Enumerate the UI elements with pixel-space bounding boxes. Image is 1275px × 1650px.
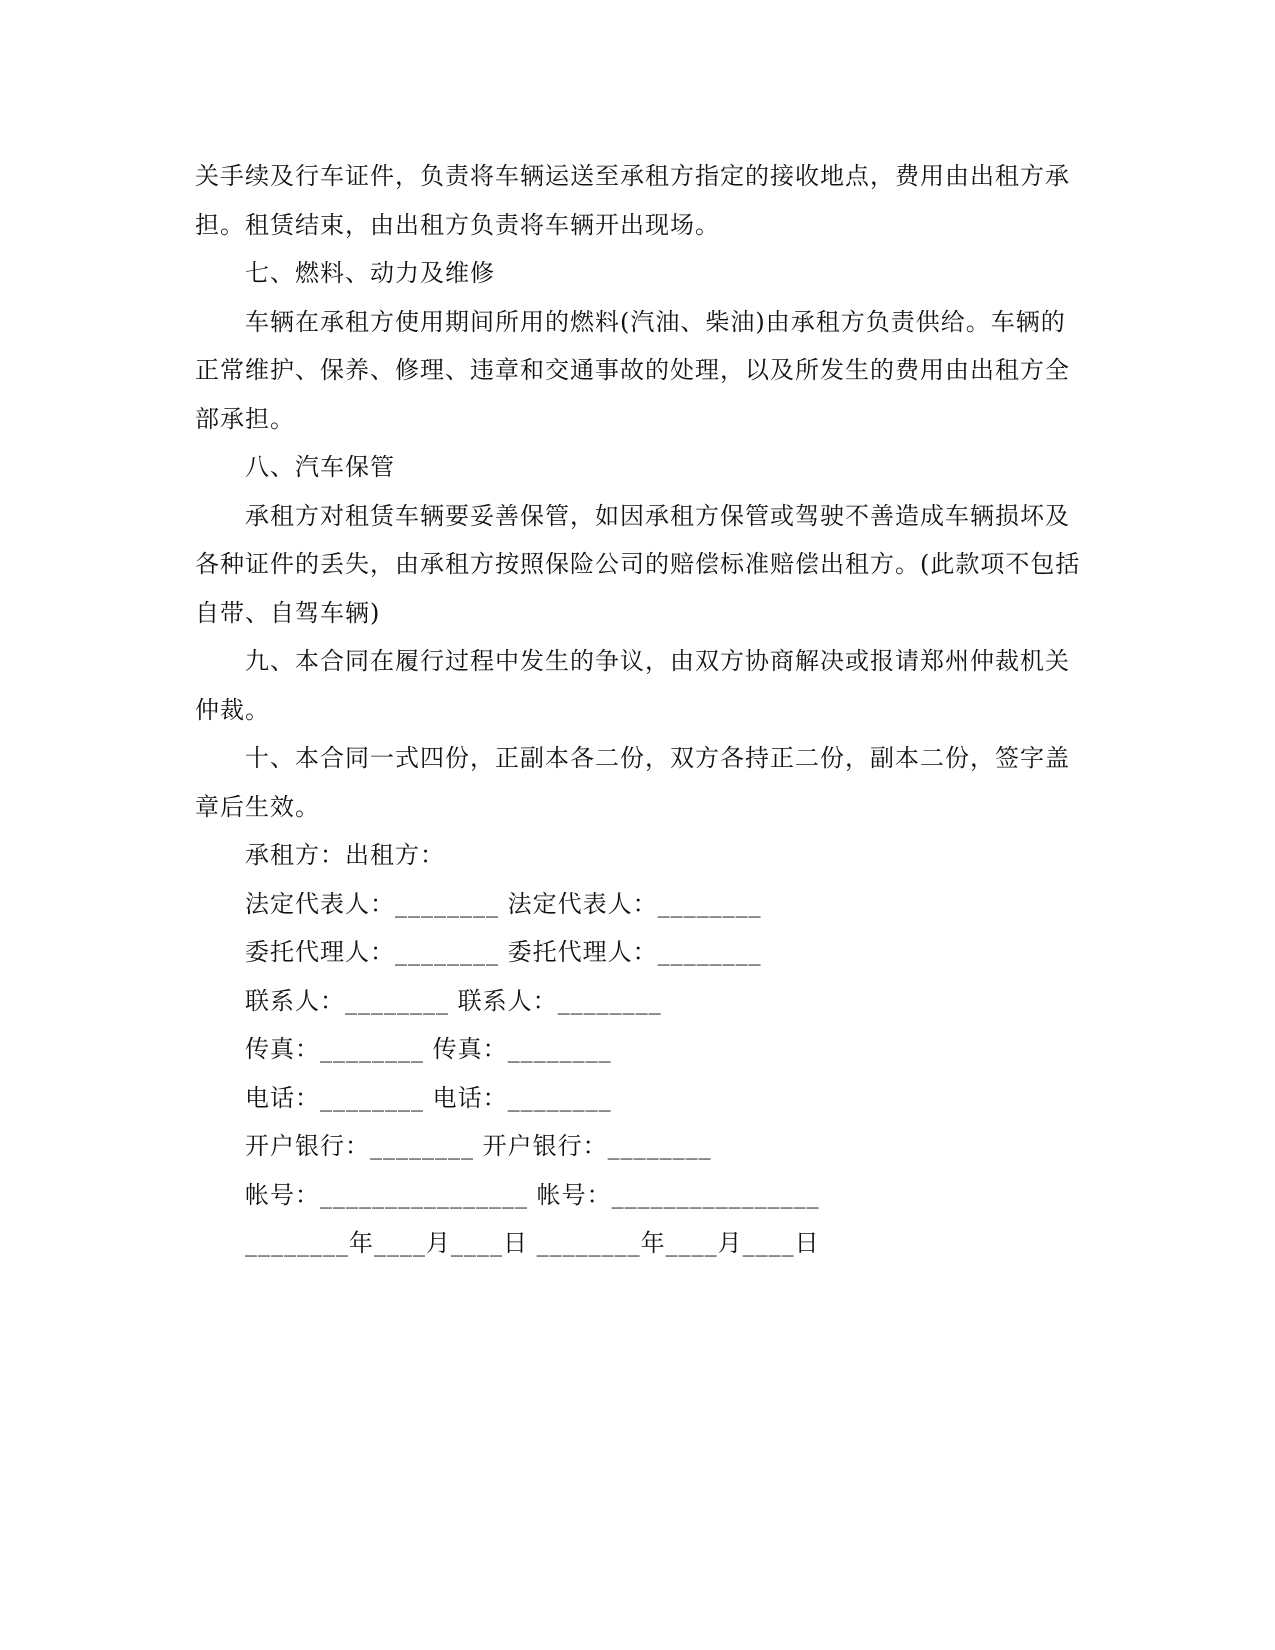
signature-phone: 电话：________ 电话：________ [245, 1083, 612, 1112]
section-heading: 七、燃料、动力及维修 [245, 259, 495, 287]
section-heading: 八、汽车保管 [245, 453, 395, 481]
signature-date: ________年____月____日 ________年____月____日 [245, 1229, 820, 1257]
signature-fax: 传真：________ 传真：________ [245, 1035, 612, 1063]
signature-parties: 承租方：出租方： [245, 841, 445, 869]
document-body [195, 152, 1081, 1268]
paragraph-line: 十、本合同一式四份，正副本各二份，双方各持正二份，副本二份，签字盖 [245, 744, 1070, 772]
signature-bank: 开户银行：________ 开户银行：________ [245, 1132, 712, 1160]
signature-agent: 委托代理人：________ 委托代理人：________ [245, 938, 762, 966]
paragraph-line: 仲裁。 [195, 695, 270, 724]
paragraph-line: 自带、自驾车辆) [195, 598, 381, 627]
text-line: 关手续及行车证件，负责将车辆运送至承租方指定的接收地点，费用由出租方承 [195, 162, 1070, 190]
paragraph-line: 正常维护、保养、修理、违章和交通事故的处理，以及所发生的费用由出租方全 [195, 356, 1070, 384]
paragraph-line: 承租方对租赁车辆要妥善保管，如因承租方保管或驾驶不善造成车辆损坏及 [245, 501, 1070, 530]
signature-contact: 联系人：________ 联系人：________ [245, 986, 662, 1015]
signature-legal-rep: 法定代表人：________ 法定代表人：________ [245, 889, 762, 918]
paragraph-line: 各种证件的丢失，由承租方按照保险公司的赔偿标准赔偿出租方。(此款项不包括 [195, 550, 1081, 578]
signature-account: 帐号：________________ 帐号：________________ [245, 1180, 820, 1209]
paragraph-line: 九、本合同在履行过程中发生的争议，由双方协商解决或报请郑州仲裁机关 [245, 647, 1070, 675]
paragraph-line: 部承担。 [195, 404, 295, 433]
paragraph-line: 车辆在承租方使用期间所用的燃料(汽油、柴油)由承租方负责供给。车辆的 [245, 307, 1066, 336]
text-line: 担。租赁结束，由出租方负责将车辆开出现场。 [195, 210, 720, 239]
paragraph-line: 章后生效。 [195, 792, 320, 821]
